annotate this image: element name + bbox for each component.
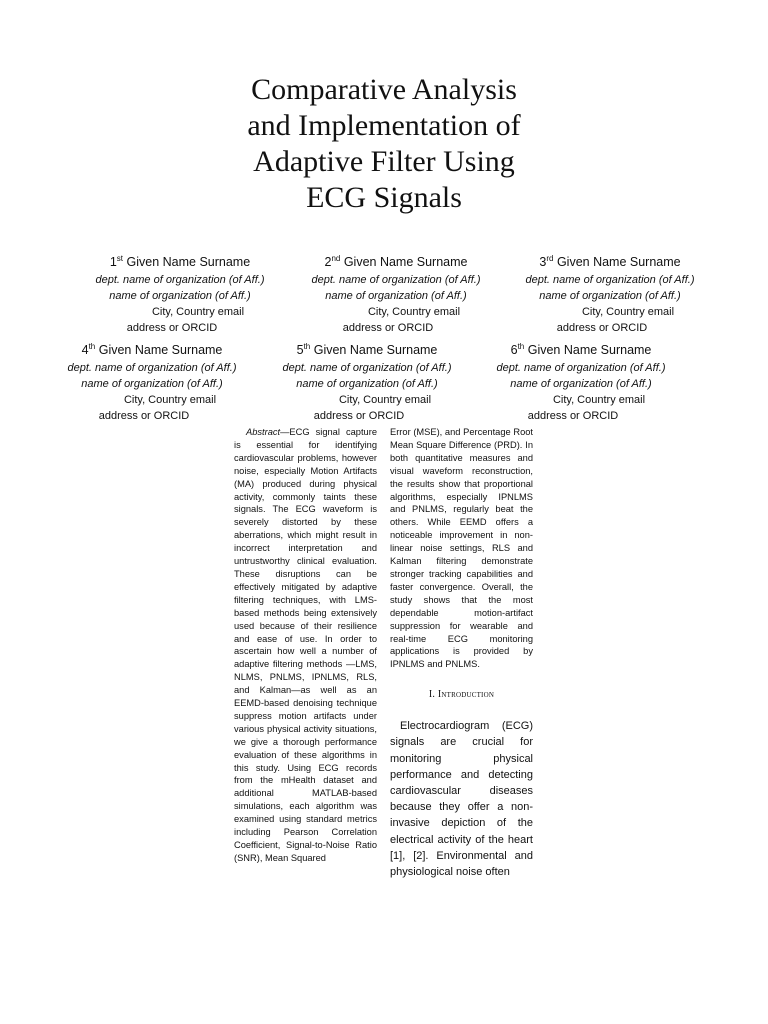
- intro-paragraph: Electrocardiogram (ECG) signals are crucial for monitoring physical performance and detecting cardiovascular diseases because they offer a non-invasive depiction of the electrical activity of the heart [1], [2]. Environmental and physiological noise often: [390, 720, 533, 878]
- author-address: address or ORCID: [313, 410, 405, 422]
- author-city: City, Country email: [581, 306, 675, 318]
- abstract-label: Abstract: [246, 427, 281, 437]
- author-name: 4th Given Name Surname: [81, 341, 223, 357]
- author-dept: dept. name of organization (of Aff.): [282, 362, 452, 374]
- author-block-2: [276, 254, 516, 336]
- author-city: City, Country email: [367, 306, 461, 318]
- abstract-text-continued: Error (MSE), and Percentage Root Mean Square Difference (PRD). In both quantitative measures and visual waveform reconstruction, the results show that proportional algorithms, especially IPNLMS and PNLMS, regularly beat the others. While EEMD offers a noticeable improvement in non-linear noise settings, RLS and Kalman filtering demonstrate stronger tracking capabilities and faster convergence. Overall, the study shows that the most dependable motion-artifact suppression for wearable and real-time ECG monitoring applications is provided by IPNLMS and PNLMS.: [390, 427, 533, 670]
- title-line: Comparative Analysis: [251, 73, 517, 106]
- author-org: name of organization (of Aff.): [325, 290, 467, 302]
- abstract-text: —ECG signal capture is essential for identifying cardiovascular problems, however noise, especially Motion Artifacts (MA) produced during physical activity, commonly taints these signals. The ECG waveform is severely distorted by these aberrations, which might result in incorrect interpretation and untrustworthy clinical evaluation. These disruptions can be effectively mitigated by adaptive filtering techniques, with LMS-based methods being extensively used because of their resilience and ease of use. In order to ascertain how well a number of adaptive filtering methods —LMS, NLMS, PNLMS, IPNLMS, RLS, and Kalman—as well as an EEMD-based denoising technique suppress motion artifacts under various physical activity situations, we give a thorough performance evaluation of these algorithms in this study. Using ECG records from the mHealth dataset and additional MATLAB-based simulations, each algorithm was examined using standard metrics including Pearson Correlation Coefficient, Signal-to-Noise Ratio (SNR), Mean Squared: [234, 427, 377, 863]
- author-city: City, Country email: [338, 394, 432, 406]
- author-dept: dept. name of organization (of Aff.): [496, 362, 666, 374]
- author-dept: dept. name of organization (of Aff.): [311, 274, 481, 286]
- author-org: name of organization (of Aff.): [109, 290, 251, 302]
- title-line: ECG Signals: [306, 181, 462, 214]
- author-city: City, Country email: [123, 394, 217, 406]
- author-address: address or ORCID: [342, 322, 434, 334]
- author-address: address or ORCID: [527, 410, 619, 422]
- author-name: 2nd Given Name Surname: [324, 253, 468, 269]
- author-dept: dept. name of organization (of Aff.): [95, 274, 265, 286]
- author-name: 1st Given Name Surname: [109, 253, 251, 269]
- author-block-5: [247, 342, 487, 424]
- author-block-3: [490, 254, 730, 336]
- title-line: Adaptive Filter Using: [253, 145, 515, 178]
- author-address: address or ORCID: [98, 410, 190, 422]
- author-name: 3rd Given Name Surname: [539, 253, 681, 269]
- author-org: name of organization (of Aff.): [539, 290, 681, 302]
- abstract-column-left: [234, 426, 377, 865]
- author-dept: dept. name of organization (of Aff.): [525, 274, 695, 286]
- paper-title: [0, 72, 768, 216]
- section-title: Introduction: [437, 689, 495, 701]
- author-name: 5th Given Name Surname: [296, 341, 438, 357]
- author-city: City, Country email: [151, 306, 245, 318]
- section-heading: [390, 689, 533, 702]
- abstract-column-right: [390, 426, 533, 880]
- author-block-6: [461, 342, 701, 424]
- author-block-4: [32, 342, 272, 424]
- title-line: and Implementation of: [247, 109, 521, 142]
- section-numeral: I.: [428, 689, 436, 701]
- author-dept: dept. name of organization (of Aff.): [67, 362, 237, 374]
- author-name: 6th Given Name Surname: [510, 341, 652, 357]
- author-org: name of organization (of Aff.): [296, 378, 438, 390]
- author-address: address or ORCID: [556, 322, 648, 334]
- author-org: name of organization (of Aff.): [81, 378, 223, 390]
- author-city: City, Country email: [552, 394, 646, 406]
- author-address: address or ORCID: [126, 322, 218, 334]
- author-org: name of organization (of Aff.): [510, 378, 652, 390]
- author-block-1: [60, 254, 300, 336]
